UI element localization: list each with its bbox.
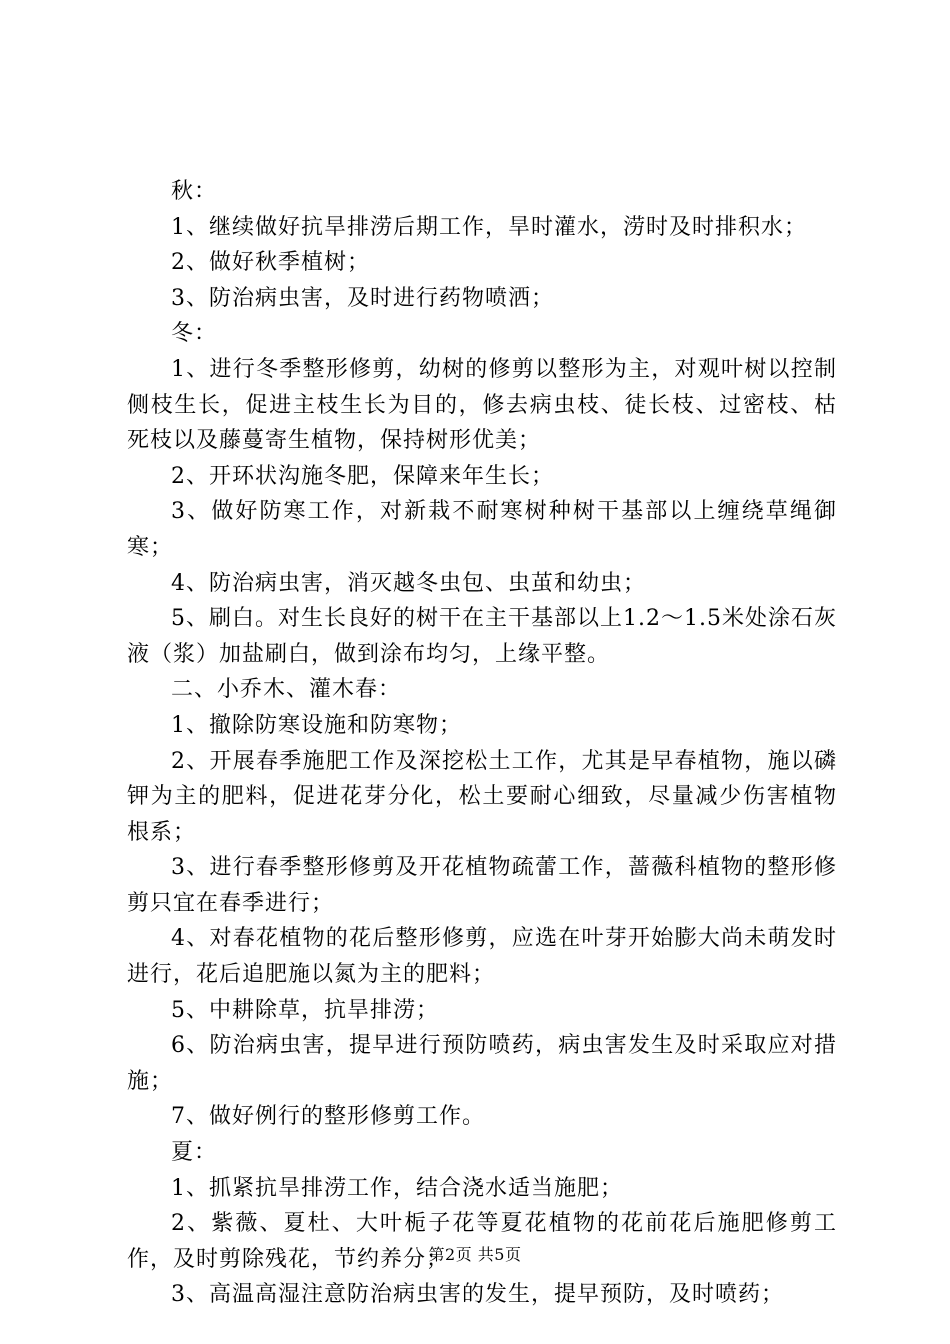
winter-item-4: 4、防治病虫害，消灭越冬虫包、虫茧和幼虫； <box>171 570 646 596</box>
spring-item-3: 3、进行春季整形修剪及开花植物疏蕾工作，蔷薇科植物的整形修剪只宜在春季进行； <box>127 855 837 916</box>
summer-item-2: 2、紫薇、夏杜、大叶栀子花等夏花植物的花前花后施肥修剪工作，及时剪除残花，节约养分； <box>127 1211 837 1272</box>
spring-item-4: 4、对春花植物的花后整形修剪，应选在叶芽开始膨大尚未萌发时进行，花后追肥施以氮为主的肥料； <box>127 926 837 988</box>
page-footer: 第2页 共5页 <box>428 1245 522 1264</box>
summer-item-1: 1、抓紧抗旱排涝工作，结合浇水适当施肥； <box>171 1175 623 1201</box>
summer-item-3: 3、高温高湿注意防治病虫害的发生，提早预防，及时喷药； <box>171 1282 784 1308</box>
spring-item-2: 2、开展春季施肥工作及深挖松土工作，尤其是早春植物，施以磷钾为主的肥料，促进花芽分化，松土要耐心细致，尽量减少伤害植物根系； <box>127 748 837 845</box>
autumn-item-1: 1、继续做好抗旱排涝后期工作，旱时灌水，涝时及时排积水； <box>171 214 807 240</box>
section-heading-shrubs-spring: 二、小乔木、灌木春： <box>171 677 402 703</box>
autumn-item-2: 2、做好秋季植树； <box>171 250 370 276</box>
winter-item-2: 2、开环状沟施冬肥，保障来年生长； <box>171 463 554 489</box>
winter-item-1: 1、进行冬季整形修剪，幼树的修剪以整形为主，对观叶树以控制侧枝生长，促进主枝生长为目的，修去病虫枝、徒长枝、过密枝、枯死枝以及藤蔓寄生植物，保持树形优美； <box>127 356 837 454</box>
heading-winter: 冬： <box>171 321 218 347</box>
autumn-item-3: 3、防治病虫害，及时进行药物喷洒； <box>171 285 554 311</box>
heading-autumn: 秋： <box>171 179 218 204</box>
winter-item-3: 3、做好防寒工作，对新栽不耐寒树种树干基部以上缠绕草绳御寒； <box>127 499 837 560</box>
spring-item-7: 7、做好例行的整形修剪工作。 <box>171 1104 485 1130</box>
winter-item-5: 5、刷白。对生长良好的树干在主干基部以上1.2～1.5米处涂石灰液（浆）加盐刷白，做到涂布均匀，上缘平整。 <box>127 606 837 667</box>
spring-item-6: 6、防治病虫害，提早进行预防喷药，病虫害发生及时采取应对措施； <box>127 1033 837 1094</box>
spring-item-1: 1、撤除防寒设施和防寒物； <box>171 712 462 738</box>
spring-item-5: 5、中耕除草，抗旱排涝； <box>171 997 439 1023</box>
heading-summer: 夏： <box>171 1140 218 1166</box>
document-body <box>127 174 837 1313</box>
